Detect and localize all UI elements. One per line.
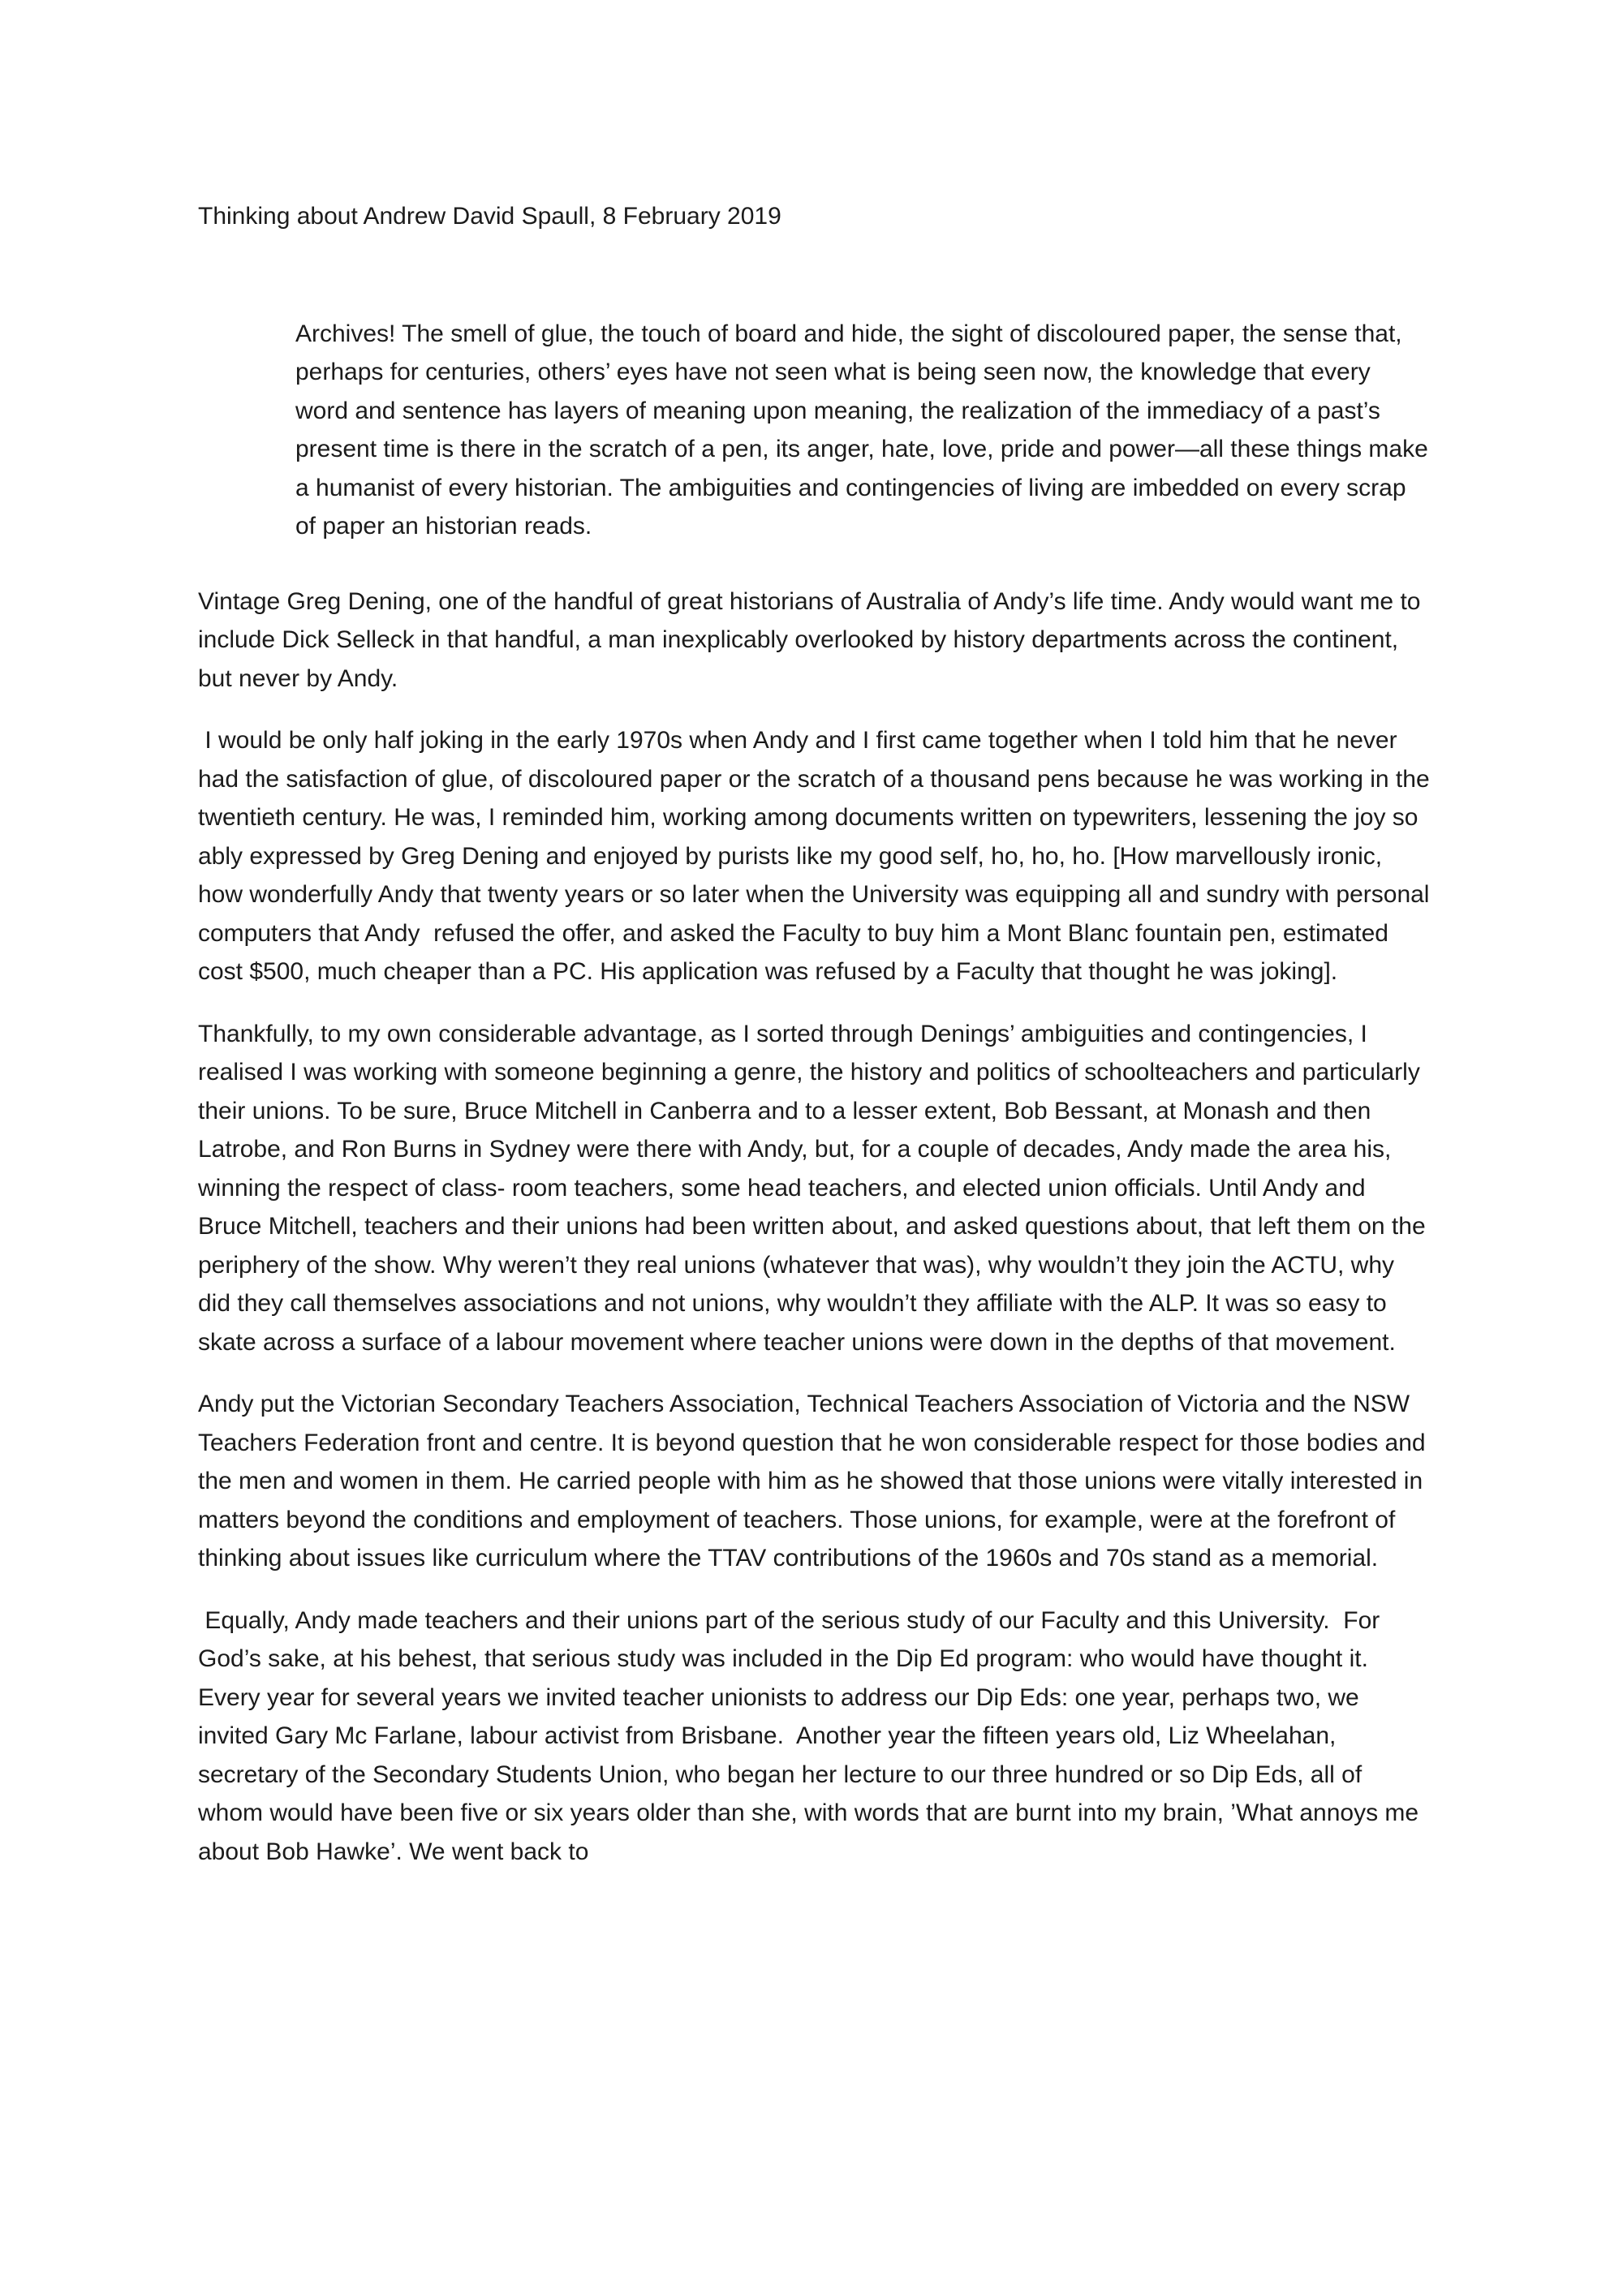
body-paragraph-2: I would be only half joking in the early 1970s when Andy and I first came together when I told him that he never had the satisfaction of glue, of discoloured paper or the scratch of a thousand pens because he was working in the twentieth century. He was, I reminded him, working among documents written on typewriters, lessening the joy so ably expressed by Greg Dening and enjoyed by purists like my good self, ho, ho, ho. [How marvellously ironic, how wonderfully Andy that twenty years or so later when the University was equipping all and sundry with personal computers that Andy refused the offer, and asked the Faculty to buy him a Mont Blanc fountain pen, estimated cost $500, much cheaper than a PC. His application was refused by a Faculty that thought he was joking]. [198, 727, 1436, 985]
block-quote: Archives! The smell of glue, the touch of board and hide, the sight of discoloured paper, the sense that, perhaps for centuries, others’ eyes have not seen what is being seen now, the knowledge that every word and sentence has layers of meaning upon meaning, the realization of the immediacy of a past’s present time is there in the scratch of a pen, its anger, hate, love, pride and power—all these things make a humanist of every historian. The ambiguities and contingencies of living are imbedded on every scrap of paper an historian reads. [295, 320, 1436, 540]
document-title: Thinking about Andrew David Spaull, 8 February 2019 [198, 203, 781, 230]
body-paragraph-3: Thankfully, to my own considerable advantage, as I sorted through Denings’ ambiguities and contingencies, I realised I was working with someone beginning a genre, the history and politics of schoolteachers and particularly their unions. To be sure, Bruce Mitchell in Canberra and to a lesser extent, Bob Bessant, at Monash and then Latrobe, and Ron Burns in Sydney were there with Andy, but, for a couple of decades, Andy made the area his, winning the respect of class- room teachers, some head teachers, and elected union officials. Until Andy and Bruce Mitchell, teachers and their unions had been written about, and asked questions about, that left them on the periphery of the show. Why weren’t they real unions (whatever that was), why wouldn’t they join the ACTU, why did they call themselves associations and not unions, why wouldn’t they affiliate with the ALP. It was so easy to skate across a surface of a labour movement where teacher unions were down in the depths of that movement. [198, 1020, 1432, 1356]
body-paragraph-5: Equally, Andy made teachers and their unions part of the serious study of our Faculty and this University. For God’s sake, at his behest, that serious study was included in the Dip Ed program: who would have thought it. Every year for several years we invited teacher unionists to address our Dip Eds: one year, perhaps two, we invited Gary Mc Farlane, labour activist from Brisbane. Another year the fifteen years old, Liz Wheelahan, secretary of the Secondary Students Union, who began her lecture to our three hundred or so Dip Eds, all of whom would have been five or six years older than she, with words that are burnt into my brain, ’What annoys me about Bob Hawke’. We went back to [198, 1606, 1426, 1865]
body-paragraph-4: Andy put the Victorian Secondary Teachers Association, Technical Teachers Association of Victoria and the NSW Teachers Federation front and centre. It is beyond question that he won considerable respect for those bodies and the men and women in them. He carried people with him as he showed that those unions were vitally interested in matters beyond the conditions and employment of teachers. Those unions, for example, were at the forefront of thinking about issues like curriculum where the TTAV contributions of the 1960s and 70s stand as a memorial. [198, 1391, 1432, 1572]
body-paragraph-1: Vintage Greg Dening, one of the handful of great historians of Australia of Andy’s life time. Andy would want me to include Dick Selleck in that handful, a man inexplicably overlooked by history departments across the continent, but never by Andy. [198, 587, 1427, 692]
